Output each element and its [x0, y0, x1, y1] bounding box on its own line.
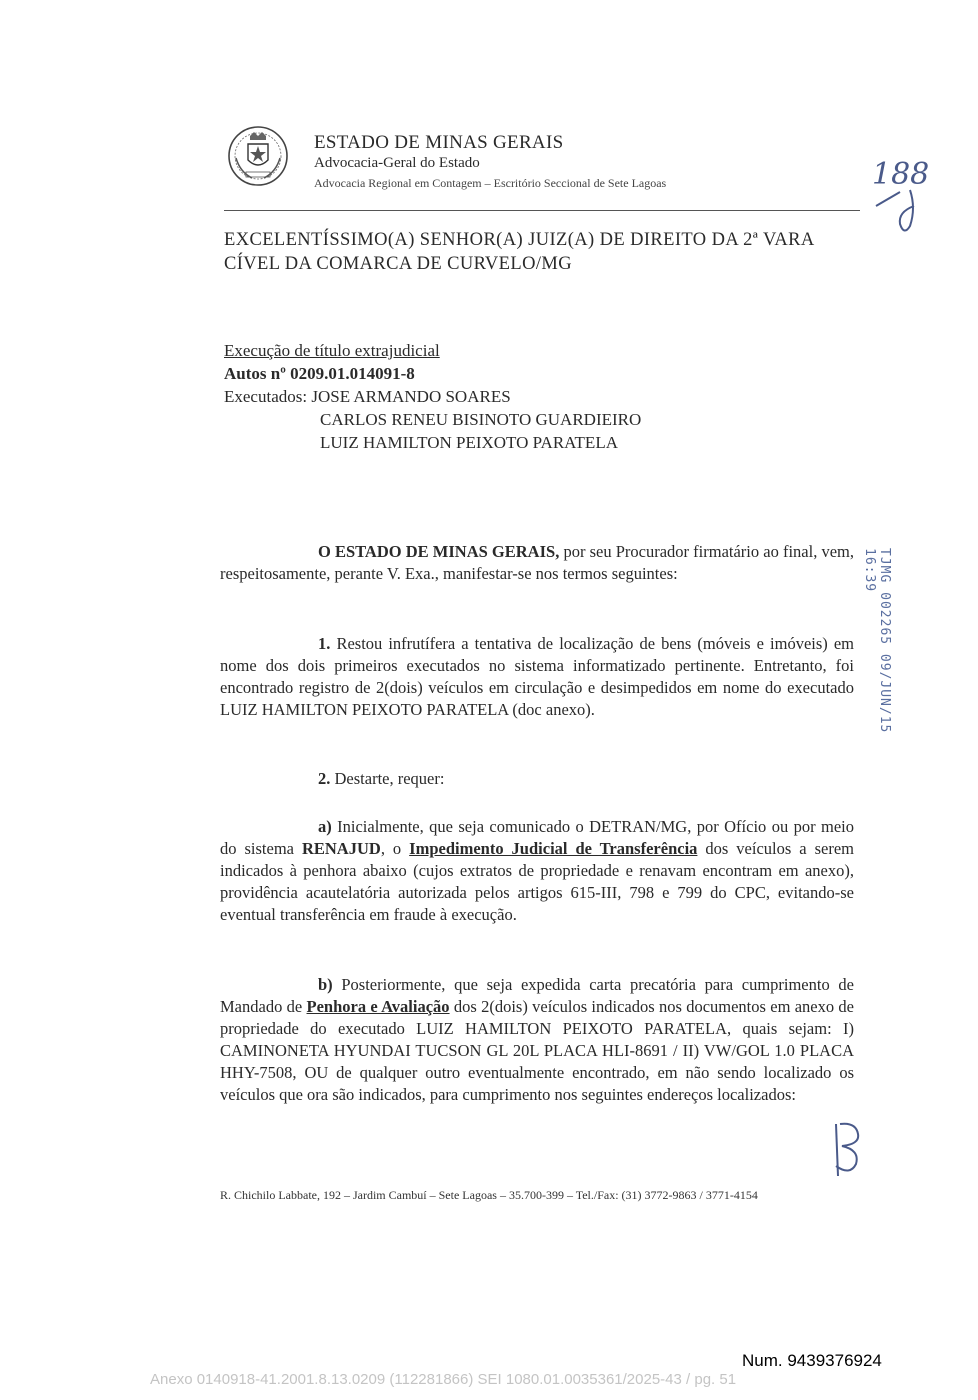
- addressee-line-2: CÍVEL DA COMARCA DE CURVELO/MG: [224, 254, 572, 274]
- document-number: Num. 9439376924: [742, 1351, 882, 1370]
- header-rule: [224, 210, 860, 211]
- anexo-watermark: Anexo 0140918-41.2001.8.13.0209 (112281866) SEI 1080.01.0035361/2025-43 / pg. 51: [150, 1371, 737, 1388]
- executado-3: LUIZ HAMILTON PEIXOTO PARATELA: [320, 433, 618, 452]
- svg-text:188: 188: [872, 157, 930, 192]
- item-b-paragraph: [220, 974, 854, 1106]
- coat-of-arms-seal: [226, 124, 290, 188]
- item-2-num: 2.: [318, 769, 331, 788]
- handwritten-initials: [826, 1120, 872, 1180]
- intro-bold: O ESTADO DE MINAS GERAIS,: [318, 542, 560, 561]
- item-1-num: 1.: [318, 634, 331, 653]
- item-b-text-2: dos 2(dois) veículos indicados nos documentos em anexo de propriedade do executado LUIZ HAMILTON PEIXOTO PARATELA, quais sejam: I) CAMINONETA HYUNDAI TUCSON GL 20L PLACA HLI-8691 / II) VW/GOL 1.0 PLACA HHY-7508, OU de qualquer outro eventualmente encontrado, em não sendo localizado os veículos que ora são indicados, para cumprimento nos seguintes endereços localizados:: [220, 997, 854, 1104]
- addressee: [224, 228, 815, 276]
- case-type: Execução de título extrajudicial: [224, 341, 440, 360]
- item-a-text-1: Inicialmente, que seja comunicado o DETRAN/MG, por Ofício ou por meio do sistema: [220, 817, 854, 858]
- executados-row: [224, 385, 641, 408]
- penhora-text: Penhora e Avaliação: [306, 997, 450, 1016]
- item-1-paragraph: [220, 633, 854, 721]
- item-a-text-3: dos veículos a serem indicados à penhora abaixo (cujos extratos de propriedade e renavam encontram em anexo), providência acautelatória autorizada pelos artigos 615-III, 798 e 799 do CPC, evitando-se eventual transferência em fraude à execução.: [220, 839, 854, 924]
- header-office: Advocacia Regional em Contagem – Escritório Seccional de Sete Lagoas: [314, 176, 667, 190]
- executado-2: CARLOS RENEU BISINOTO GUARDIEIRO: [320, 410, 642, 429]
- item-a-text-2: , o: [380, 839, 410, 858]
- header-state: ESTADO DE MINAS GERAIS: [314, 132, 564, 153]
- intro-paragraph: [220, 541, 854, 585]
- executado-1: JOSE ARMANDO SOARES: [311, 387, 511, 406]
- protocol-stamp: TJMG 002265 09/JUN/15 16:39: [862, 548, 892, 734]
- footer-address: R. Chichilo Labbate, 192 – Jardim Cambuí – Sete Lagoas – 35.700-399 – Tel./Fax: (31) 3772-9863 / 3771-4154: [220, 1188, 758, 1202]
- addressee-line-1: EXCELENTÍSSIMO(A) SENHOR(A) JUIZ(A) DE DIREITO DA 2ª VARA: [224, 230, 815, 250]
- item-2-text: Destarte, requer:: [330, 769, 445, 788]
- impedimento-text: Impedimento Judicial de Transferência: [409, 839, 698, 858]
- intro-text: por seu Procurador firmatário ao final, vem, respeitosamente, perante V. Exa., manifestar-se nos termos seguintes:: [220, 542, 855, 583]
- case-block: [224, 339, 641, 454]
- item-a-paragraph: [220, 816, 854, 926]
- item-1-text: Restou infrutífera a tentativa de localização de bens (móveis e imóveis) em nome dos dois primeiros executados no sistema informatizado pertinente. Entretanto, foi encontrado registro de 2(dois) veículos em circulação e desimpedidos em nome do executado LUIZ HAMILTON PEIXOTO PARATELA (doc anexo).: [220, 634, 854, 719]
- item-b-text-1: Posteriormente, que seja expedida carta precatória para cumprimento de Mandado de: [220, 975, 854, 1016]
- handwritten-page-number: [866, 148, 936, 238]
- item-b-label: b): [318, 975, 333, 994]
- case-autos: Autos nº 0209.01.014091-8: [224, 364, 415, 383]
- renajud-text: RENAJUD: [301, 839, 381, 858]
- item-a-label: a): [318, 817, 332, 836]
- item-2-paragraph: [220, 768, 854, 790]
- executados-label: Executados:: [224, 387, 308, 406]
- header-agency: Advocacia-Geral do Estado: [314, 155, 480, 171]
